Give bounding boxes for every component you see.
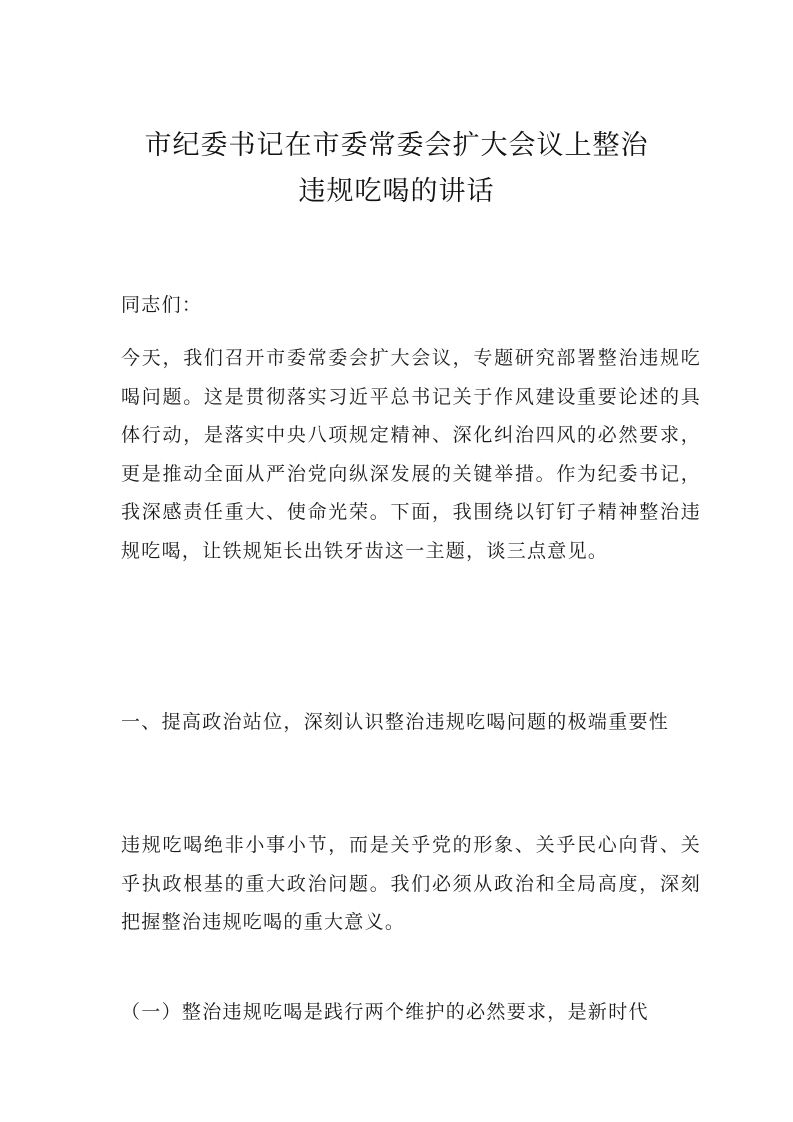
intro-paragraph: 今天，我们召开市委常委会扩大会议，专题研究部署整治违规吃喝问题。这是贯彻落实习近平总书记关于作风建设重要论述的具体行动，是落实中央八项规定精神、深化纠治四风的必然要求，更是推动全面从严治党向纵深发展的关键举措。作为纪委书记，我深感责任重大、使命光荣。下面，我围绕以钉钉子精神整治违规吃喝，让铁规矩长出铁牙齿这一主题，谈三点意见。 [121,347,701,562]
subsection-heading-1: （一）整治违规吃喝是践行两个维护的必然要求，是新时代 [121,1001,649,1023]
document-title-line-2: 违规吃喝的讲话 [298,176,495,207]
document-title-line-1: 市纪委书记在市委常委会扩大会议上整治 [144,130,649,161]
section-1-body-paragraph: 违规吃喝绝非小事小节，而是关乎党的形象、关乎民心向背、关乎执政根基的重大政治问题。我们必须从政治和全局高度，深刻把握整治违规吃喝的重大意义。 [121,834,701,933]
section-heading-1: 一、提高政治站位，深刻认识整治违规吃喝问题的极端重要性 [121,711,670,733]
greeting-paragraph: 同志们： [121,294,203,316]
